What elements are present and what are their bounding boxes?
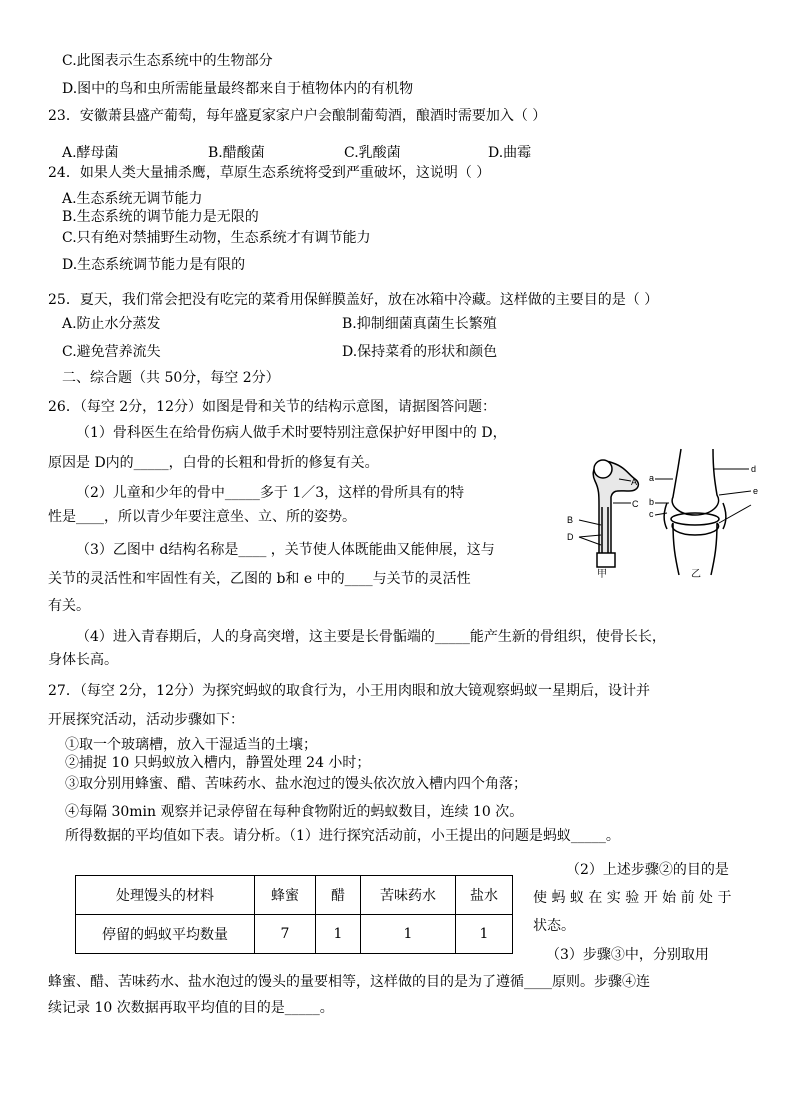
- q24-option-a: A.生态系统无调节能力: [62, 191, 203, 207]
- table-header: 盐水: [456, 876, 513, 915]
- q25-option-d: D.保持菜肴的形状和颜色: [342, 344, 498, 360]
- q27-part3-line3: 续记录 10 次数据再取平均值的目的是_____。: [48, 1000, 334, 1016]
- q27-part2-line1: （2）上述步骤②的目的是: [566, 862, 729, 878]
- question-27: 27．（每空 2分，12分）为探究蚂蚁的取食行为，小王用肉眼和放大镜观察蚂蚁一星期后，设计并: [48, 683, 650, 699]
- label-b: b: [649, 497, 655, 507]
- step-3: ③取分别用蜂蜜、醋、苦味药水、盐水泡过的馒头依次放入槽内四个角落；: [65, 776, 527, 792]
- label-D: D: [567, 532, 574, 542]
- bone-joint-figure: [555, 445, 767, 580]
- q26-part4-line1: （4）进入青春期后，人的身高突增，这主要是长骨骺端的_____能产生新的骨组织，使骨长长，: [76, 629, 666, 645]
- q27-part2-line2: 使 蚂 蚁 在 实 验 开 始 前 处 于: [533, 890, 732, 906]
- label-A: A: [631, 477, 638, 487]
- q24-option-b: B.生态系统的调节能力是无限的: [62, 209, 259, 225]
- table-cell: 1: [361, 915, 456, 954]
- q26-part2-line2: 性是____，所以青少年要注意坐、立、所的姿势。: [48, 509, 356, 525]
- table-header: 苦味药水: [361, 876, 456, 915]
- label-C: C: [632, 499, 639, 509]
- table-header: 处理馒头的材料: [76, 876, 255, 915]
- label-d: d: [751, 464, 757, 474]
- table-row: [76, 915, 513, 954]
- q26-part3-line1: （3）乙图中 d结构名称是____ ，关节使人体既能曲又能伸展，这与: [76, 542, 495, 558]
- table-cell: 7: [255, 915, 316, 954]
- q23-option-b: B.醋酸菌: [208, 145, 265, 161]
- joint-diagram: [664, 449, 726, 575]
- question-25: 25．夏天，我们常会把没有吃完的菜肴用保鲜膜盖好，放在冰箱中冷藏。这样做的主要目的是（ ）: [48, 292, 659, 308]
- q26-part4-line2: 身体长高。: [48, 652, 118, 668]
- step-1: ①取一个玻璃槽，放入干湿适当的土壤；: [65, 737, 317, 753]
- label-e: e: [753, 486, 759, 496]
- q25-option-a: A.防止水分蒸发: [62, 316, 161, 332]
- table-cell: 1: [456, 915, 513, 954]
- q26-part2-line1: （2）儿童和少年的骨中_____多于 1／3，这样的骨所具有的特: [76, 485, 465, 501]
- q26-part3-line2: 关节的灵活性和牢固性有关，乙图的 b和 e 中的____与关节的灵活性: [48, 571, 471, 587]
- q23-option-c: C.乳酸菌: [344, 145, 401, 161]
- q22-option-c: C.此图表示生态系统中的生物部分: [62, 53, 273, 69]
- q26-part1-line1: （1）骨科医生在给骨伤病人做手术时要特别注意保护好甲图中的 D，: [76, 425, 507, 441]
- table-row-label: 停留的蚂蚁平均数量: [76, 915, 255, 954]
- question-23: 23．安徽萧县盛产葡萄，每年盛夏家家户户会酿制葡萄酒，酿酒时需要加入（ ）: [48, 108, 547, 124]
- q24-option-d: D.生态系统调节能力是有限的: [62, 257, 246, 273]
- table-header: 醋: [316, 876, 361, 915]
- ant-data-table: [75, 875, 513, 954]
- q27-part1: 所得数据的平均值如下表。请分析。（1）进行探究活动前，小王提出的问题是蚂蚁_____。: [65, 828, 620, 844]
- label-a: a: [649, 473, 655, 483]
- q25-option-b: B.抑制细菌真菌生长繁殖: [342, 316, 497, 332]
- q27-part3-line1: （3）步骤③中，分别取用: [546, 947, 709, 963]
- q22-option-d: D.图中的鸟和虫所需能量最终都来自于植物体内的有机物: [62, 81, 414, 97]
- label-B: B: [567, 515, 574, 525]
- label-yi: 乙: [691, 569, 701, 580]
- step-4: ④每隔 30min 观察并记录停留在每种食物附近的蚂蚁数目，连续 10 次。: [65, 804, 524, 820]
- table-header-row: [76, 876, 513, 915]
- long-bone-diagram: [579, 460, 638, 567]
- q27-part2-line3: 状态。: [533, 918, 575, 934]
- label-jia: 甲: [597, 569, 607, 580]
- q26-part3-line3: 有关。: [48, 598, 90, 614]
- question-26: 26．（每空 2分，12分）如图是骨和关节的结构示意图，请据图答问题：: [48, 399, 496, 415]
- bone-joint-diagram: [555, 445, 767, 580]
- step-2: ②捕捉 10 只蚂蚁放入槽内，静置处理 24 小时；: [65, 755, 371, 771]
- q23-option-a: A.酵母菌: [62, 145, 119, 161]
- q27-part3-line2: 蜂蜜、醋、苦味药水、盐水泡过的馒头的量要相等，这样做的目的是为了遵循____原则。步骤④连: [48, 974, 650, 990]
- table-cell: 1: [316, 915, 361, 954]
- q26-part1-line2: 原因是 D内的_____，白骨的长粗和骨折的修复有关。: [48, 455, 379, 471]
- question-27-line2: 开展探究活动，活动步骤如下：: [48, 712, 244, 728]
- q24-option-c: C.只有绝对禁捕野生动物，生态系统才有调节能力: [62, 230, 371, 246]
- section-2-heading: 二、综合题（共 50分，每空 2分）: [62, 370, 280, 386]
- q23-option-d: D.曲霉: [488, 145, 532, 161]
- q25-option-c: C.避免营养流失: [62, 344, 161, 360]
- table-header: 蜂蜜: [255, 876, 316, 915]
- question-24: 24．如果人类大量捕杀鹰，草原生态系统将受到严重破坏，这说明（ ）: [48, 165, 491, 181]
- label-c: c: [649, 509, 654, 519]
